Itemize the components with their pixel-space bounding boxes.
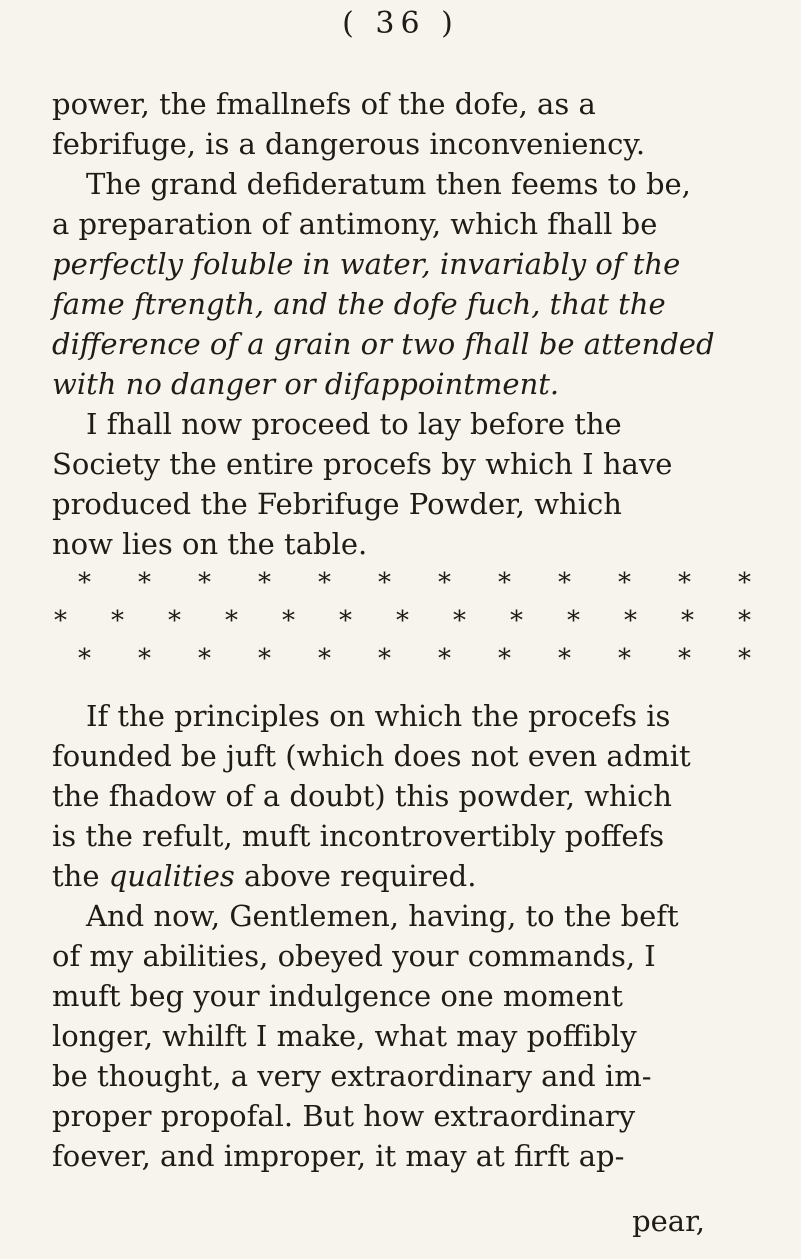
italic-word: qualities: [108, 859, 235, 893]
asterisk: *: [282, 606, 295, 636]
asterisk: *: [438, 568, 451, 598]
asterisk: *: [678, 568, 691, 598]
asterisk: *: [567, 606, 580, 636]
asterisk: *: [138, 644, 151, 674]
asterisk: *: [618, 568, 631, 598]
asterisk: *: [168, 606, 181, 636]
asterisk: *: [78, 644, 91, 674]
asterisk: *: [198, 568, 211, 598]
asterisk: *: [111, 606, 124, 636]
asterisk: *: [453, 606, 466, 636]
text-line: Society the entire procefs by which I have: [52, 447, 673, 481]
text-line: of my abilities, obeyed your commands, I: [52, 939, 656, 973]
text-line: [52, 856, 761, 896]
asterisk: *: [558, 568, 571, 598]
asterisk: *: [678, 644, 691, 674]
text-line: The grand defideratum then feems to be,: [86, 167, 691, 201]
text-line: If the principles on which the procefs is: [86, 699, 671, 733]
text-line: foever, and improper, it may at firft ap-: [52, 1139, 625, 1173]
asterisk: *: [738, 568, 751, 598]
asterisk: *: [498, 568, 511, 598]
text-line: is the refult, muft incontrovertibly poffefs: [52, 819, 665, 853]
page-text: [52, 84, 761, 1176]
italic-line: perfectly foluble in water, invariably of the: [52, 247, 681, 281]
asterisk: *: [510, 606, 523, 636]
text-line: I fhall now proceed to lay before the: [86, 407, 622, 441]
text-line: muft beg your indulgence one moment: [52, 979, 623, 1013]
asterisk: *: [438, 644, 451, 674]
asterisk: *: [225, 606, 238, 636]
asterisk: *: [339, 606, 352, 636]
text-line: founded be juft (which does not even admit: [52, 739, 691, 773]
asterisk: *: [396, 606, 409, 636]
asterisk: *: [738, 644, 751, 674]
text-line: longer, whilft I make, what may poffibly: [52, 1019, 637, 1053]
spacer: [52, 678, 761, 696]
asterisk-row: [52, 602, 761, 640]
text-line: now lies on the table.: [52, 527, 368, 561]
asterisk: *: [138, 568, 151, 598]
asterisk: *: [624, 606, 637, 636]
asterisk: *: [318, 644, 331, 674]
asterisk-row: [52, 564, 761, 602]
asterisk-row: [52, 640, 761, 678]
text-line: the fhadow of a doubt) this powder, which: [52, 779, 672, 813]
asterisk: *: [681, 606, 694, 636]
text-line: a preparation of antimony, which fhall be: [52, 207, 658, 241]
asterisk: *: [498, 644, 511, 674]
text-line: be thought, a very extraordinary and im-: [52, 1059, 652, 1093]
text-line: proper propofal. But how extraordinary: [52, 1099, 636, 1133]
asterisk: *: [618, 644, 631, 674]
page-number: ( 36 ): [342, 6, 459, 41]
text-line: And now, Gentlemen, having, to the beft: [86, 899, 679, 933]
asterisk: *: [558, 644, 571, 674]
text-line: febrifuge, is a dangerous inconveniency.: [52, 127, 646, 161]
text-fragment: the: [52, 859, 109, 893]
asterisk: *: [378, 644, 391, 674]
italic-line: difference of a grain or two fhall be attended: [52, 327, 715, 361]
asterisk: *: [258, 644, 271, 674]
asterisk: *: [54, 606, 67, 636]
asterisk: *: [378, 568, 391, 598]
italic-line: fame ftrength, and the dofe fuch, that the: [52, 287, 666, 321]
asterisk: *: [258, 568, 271, 598]
italic-line: with no danger or difappointment.: [52, 367, 560, 401]
text-line: produced the Febrifuge Powder, which: [52, 487, 622, 521]
asterisk: *: [318, 568, 331, 598]
asterisk: *: [198, 644, 211, 674]
text-line: power, the fmallnefs of the dofe, as a: [52, 87, 596, 121]
text-fragment: above required.: [234, 859, 477, 893]
catchword: pear,: [632, 1204, 705, 1238]
asterisk: *: [78, 568, 91, 598]
asterisk: *: [738, 606, 751, 636]
